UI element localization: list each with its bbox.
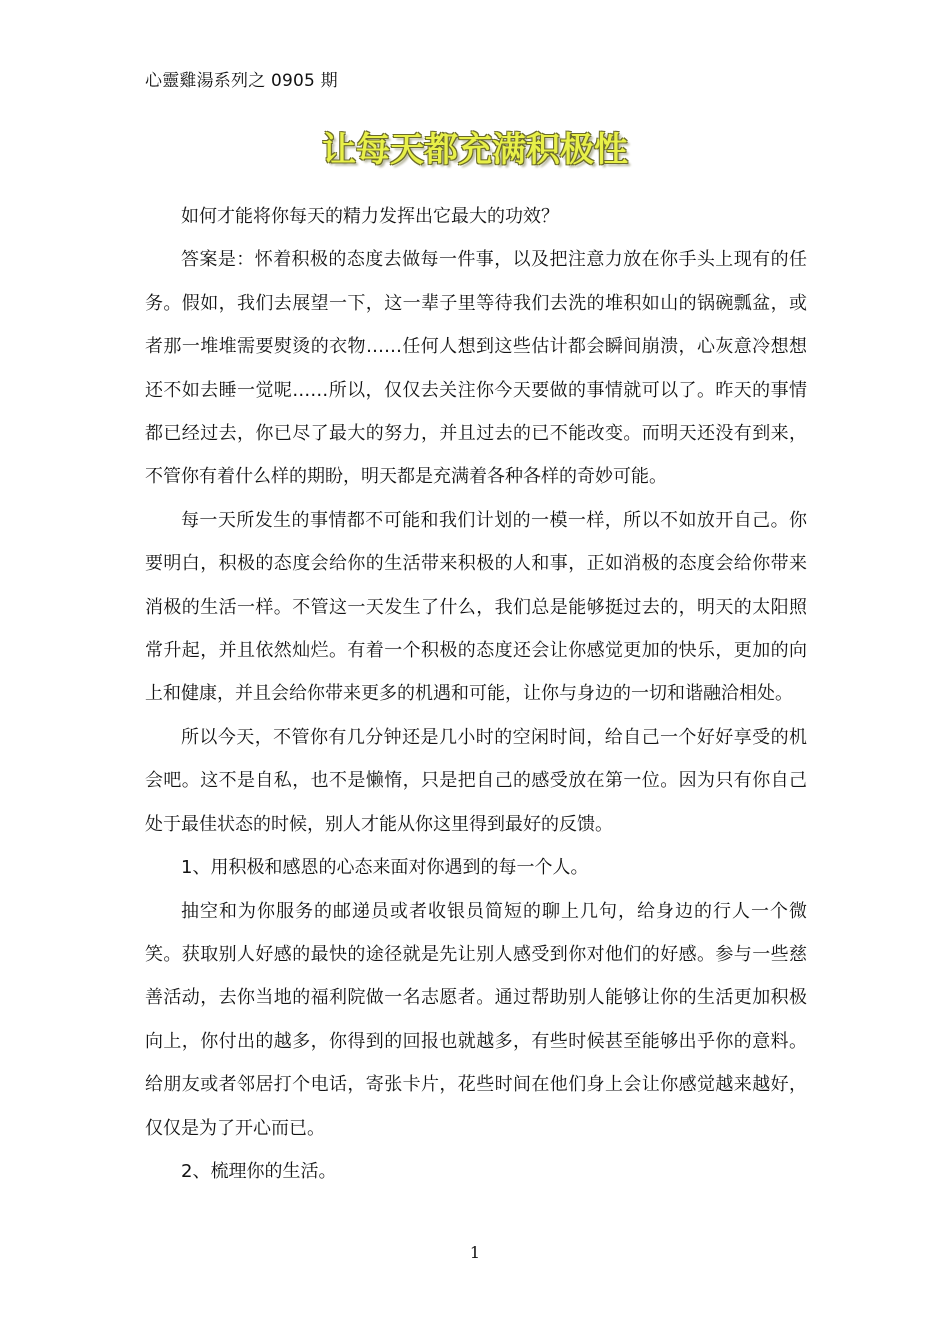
document-body: [145, 195, 807, 1193]
paragraph-answer: 答案是：怀着积极的态度去做每一件事，以及把注意力放在你手头上现有的任务。假如，我们去展望一下，这一辈子里等待我们去洗的堆积如山的锅碗瓢盆，或者那一堆堆需要熨烫的衣物……任何人想到这些估计都会瞬间崩溃，心灰意冷想想还不如去睡一觉呢……所以，仅仅去关注你今天要做的事情就可以了。昨天的事情都已经过去，你已尽了最大的努力，并且过去的已不能改变。而明天还没有到来，不管你有着什么样的期盼，明天都是充满着各种各样的奇妙可能。: [145, 249, 807, 488]
page-number: 1: [469, 1243, 481, 1262]
paragraph-daily-events: 每一天所发生的事情都不可能和我们计划的一模一样，所以不如放开自己。你要明白，积极的态度会给你的生活带来积极的人和事，正如消极的态度会给你带来消极的生活一样。不管这一天发生了什么，我们总是能够挺过去的，明天的太阳照常升起，并且依然灿烂。有着一个积极的态度还会让你感觉更加的快乐，更加的向上和健康，并且会给你带来更多的机遇和可能，让你与身边的一切和谐融洽相处。: [145, 509, 807, 705]
section-heading-1: 1、用积极和感恩的心态来面对你遇到的每一个人。: [181, 857, 589, 879]
section-heading-2: 2、梳理你的生活。: [181, 1160, 337, 1182]
paragraph-free-time: 所以今天，不管你有几分钟还是几小时的空闲时间，给自己一个好好享受的机会吧。这不是自私，也不是懒惰，只是把自己的感受放在第一位。因为只有你自己处于最佳状态的时候，别人才能从你这里得到最好的反馈。: [145, 726, 807, 835]
document-title: 让每天都充满积极性: [322, 130, 628, 170]
document-header: 心靈雞湯系列之 0905 期: [145, 71, 338, 91]
paragraph-section-1: 抽空和为你服务的邮递员或者收银员简短的聊上几句，给身边的行人一个微笑。获取别人好感的最快的途径就是先让别人感受到你对他们的好感。参与一些慈善活动，去你当地的福利院做一名志愿者。通过帮助别人能够让你的生活更加积极向上，你付出的越多，你得到的回报也就越多，有些时候甚至能够出乎你的意料。给朋友或者邻居打个电话，寄张卡片，花些时间在他们身上会让你感觉越来越好，仅仅是为了开心而已。: [145, 900, 807, 1139]
paragraph-question: 如何才能将你每天的精力发挥出它最大的功效？: [181, 206, 559, 227]
